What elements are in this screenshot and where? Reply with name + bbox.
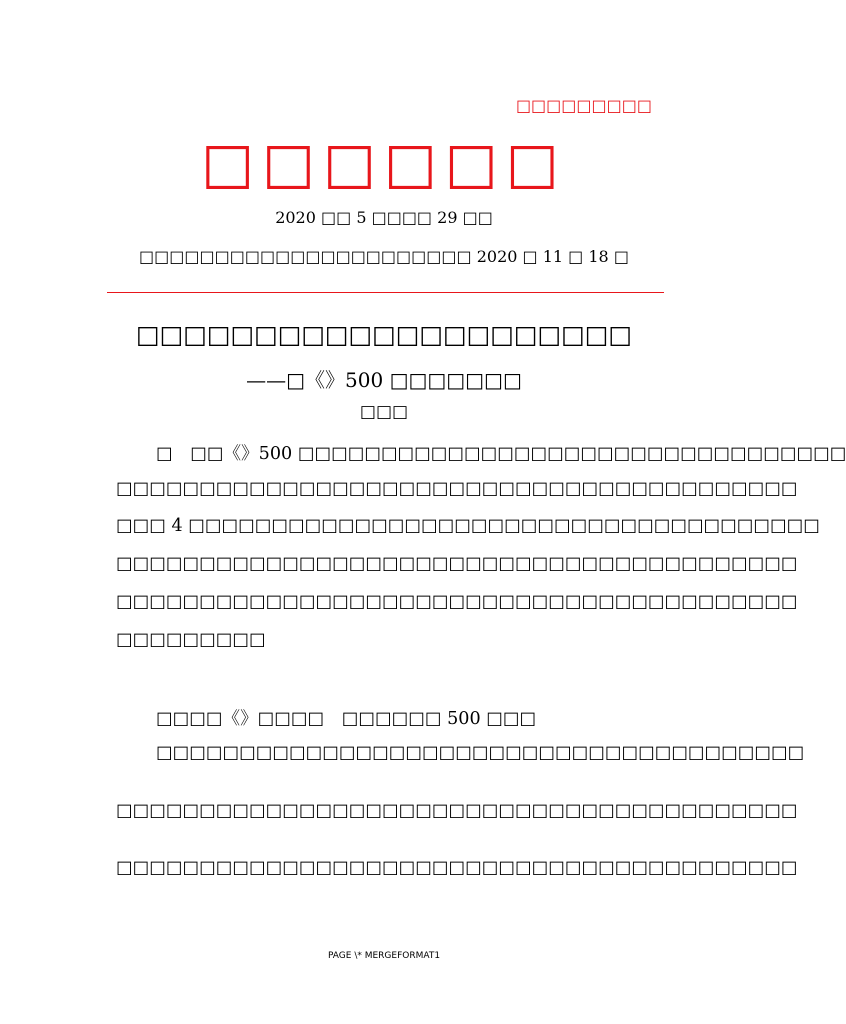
page-number-field: PAGE \* MERGEFORMAT1 xyxy=(327,951,441,961)
paragraph-1-line: □□□□□□□□□ xyxy=(116,630,266,650)
section-heading: □□□□《》□□□□ □□□□□□ 500 □□□ xyxy=(156,709,537,729)
paragraph-1-line: □□□□□□□□□□□□□□□□□□□□□□□□□□□□□□□□□□□□□□□□□ xyxy=(116,554,798,574)
paragraph-2-line: □□□□□□□□□□□□□□□□□□□□□□□□□□□□□□□□□□□□□□□□□ xyxy=(116,858,798,878)
masthead-title: □□□□□□ xyxy=(201,131,567,196)
paragraph-2-line: □□□□□□□□□□□□□□□□□□□□□□□□□□□□□□□□□□□□□□□ xyxy=(156,743,805,763)
article-subtitle: ——□《》500 □□□□□□□ xyxy=(246,368,522,392)
red-divider xyxy=(107,292,664,293)
article-author: □□□ xyxy=(359,402,409,422)
paragraph-1-line: □□□□□□□□□□□□□□□□□□□□□□□□□□□□□□□□□□□□□□□□□ xyxy=(116,479,798,499)
paragraph-1-line: □□□ 4 □□□□□□□□□□□□□□□□□□□□□□□□□□□□□□□□□□□□□□ xyxy=(116,516,820,536)
header-tag: □□□□□□□□□ xyxy=(515,96,652,115)
paragraph-1-line: □ □□《》500 □□□□□□□□□□□□□□□□□□□□□□□□□□□□□□□□□ xyxy=(156,444,846,464)
article-title: □□□□□□□□□□□□□□□□□□□□□ xyxy=(135,320,633,349)
paragraph-1-line: □□□□□□□□□□□□□□□□□□□□□□□□□□□□□□□□□□□□□□□□□ xyxy=(116,592,798,612)
paragraph-2-line: □□□□□□□□□□□□□□□□□□□□□□□□□□□□□□□□□□□□□□□□□ xyxy=(116,801,798,821)
issue-number: 2020 □□ 5 □□□□ 29 □□ xyxy=(275,208,493,227)
sponsor-line: □□□□□□□□□□□□□□□□□□□□□□ 2020 □ 11 □ 18 □ xyxy=(139,247,629,266)
